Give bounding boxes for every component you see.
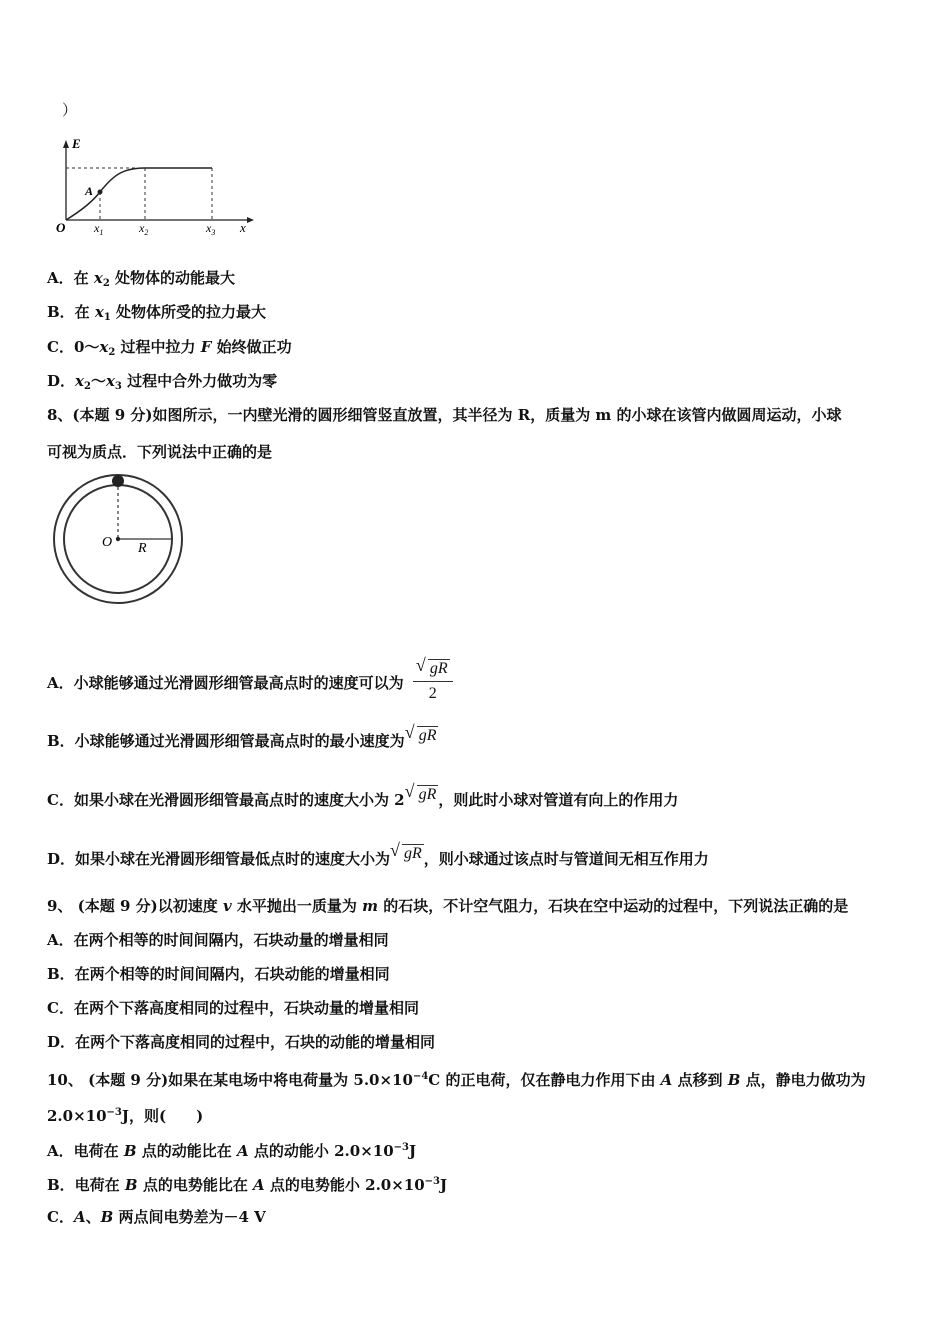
x2-label: x (139, 221, 145, 235)
origin-label: O (56, 220, 66, 235)
center-label: O (102, 535, 113, 550)
circular-tube-figure (44, 472, 189, 612)
x2-sub: 2 (144, 228, 149, 237)
q9-option-d: D．在两个下落高度相同的过程中，石块的动能的增量相同 (47, 1033, 436, 1051)
axis-e-label: E (72, 138, 81, 151)
ball-marker (112, 475, 124, 487)
x1-sub: 1 (99, 228, 104, 237)
sqrt-gr-over-2: √ gR 2 (413, 658, 453, 704)
q10-option-b: B．电荷在 B 点的电势能比在 A 点的电势能小 $2.0\times 10^{-3}J$ (47, 1176, 448, 1194)
q10-option-c: C．A、B 两点间电势差为－4 V (47, 1208, 266, 1226)
point-a-label: A (85, 184, 94, 198)
question-fragment: ） (62, 101, 78, 119)
sqrt-gr: √ gR (404, 781, 437, 803)
q9-option-b: B．在两个相等的时间间隔内，石块动能的增量相同 (47, 965, 390, 983)
svg-text:x2 (138, 221, 148, 237)
x3-sub: 3 (211, 228, 216, 237)
q7-option-a: A．在 $x_2$ 处物体的动能最大 (47, 269, 236, 289)
axis-x-label: x (240, 220, 246, 235)
point-a-marker (98, 190, 103, 195)
x3-label: x (206, 221, 212, 235)
q9-stem: 9、 (本题 9 分)以初速度 v 水平抛出一质量为 m 的石块，不计空气阻力，石块在空中运动的过程中，下列说法正确的是 (47, 897, 849, 915)
q7-option-d: D．$x_2\sim x_3$ 过程中合外力做功为零 (47, 372, 278, 392)
q8-stem-line1: 8、(本题 9 分)如图所示，一内壁光滑的圆形细管竖直放置，其半径为 R，质量为 m 的小球在该管内做圆周运动，小球 (47, 406, 842, 424)
x1-label: x (94, 221, 100, 235)
svg-text:x3 (205, 221, 215, 237)
q9-option-c: C．在两个下落高度相同的过程中，石块动量的增量相同 (47, 999, 419, 1017)
q8-option-a: A．小球能够通过光滑圆形细管最高点时的速度可以为 √ gR 2 (47, 658, 453, 704)
radius-label: R (138, 541, 147, 556)
svg-text:x1 (93, 221, 103, 237)
q10-stem-line1: 10、 (本题 9 分)如果在某电场中将电荷量为 $5.0\times 10^{-4}C$ 的正电荷，仅在静电力作用下由 A 点移到 B 点，静电力做功为 (47, 1071, 866, 1089)
q7-option-b: B．在 $x_1$ 处物体所受的拉力最大 (47, 303, 267, 323)
q8-option-b: B．小球能够通过光滑圆形细管最高点时的最小速度为 √ gR (47, 722, 437, 750)
q10-option-a: A．电荷在 B 点的动能比在 A 点的动能小 $2.0\times 10^{-3}J$ (47, 1142, 417, 1160)
q10-stem-line2: $2.0\times 10^{-3}J$，则( ) (47, 1107, 204, 1125)
q8-option-c: C．如果小球在光滑圆形细管最高点时的速度大小为 2 √ gR ，则此时小球对管道有向上的作用力 (47, 781, 679, 809)
q9-option-a: A．在两个相等的时间间隔内，石块动量的增量相同 (47, 931, 389, 949)
sqrt-gr: √ gR (390, 840, 422, 862)
sqrt-gr: √ gR (404, 722, 437, 744)
q8-option-d: D．如果小球在光滑圆形细管最低点时的速度大小为 √ gR ，则小球通过该点时与管道间无相互作用力 (47, 840, 709, 868)
q8-stem-line2: 可视为质点．下列说法中正确的是 (47, 443, 273, 461)
q7-option-c: C．$0\sim x_2$ 过程中拉力 F 始终做正功 (47, 338, 292, 358)
energy-position-graph (52, 138, 257, 238)
